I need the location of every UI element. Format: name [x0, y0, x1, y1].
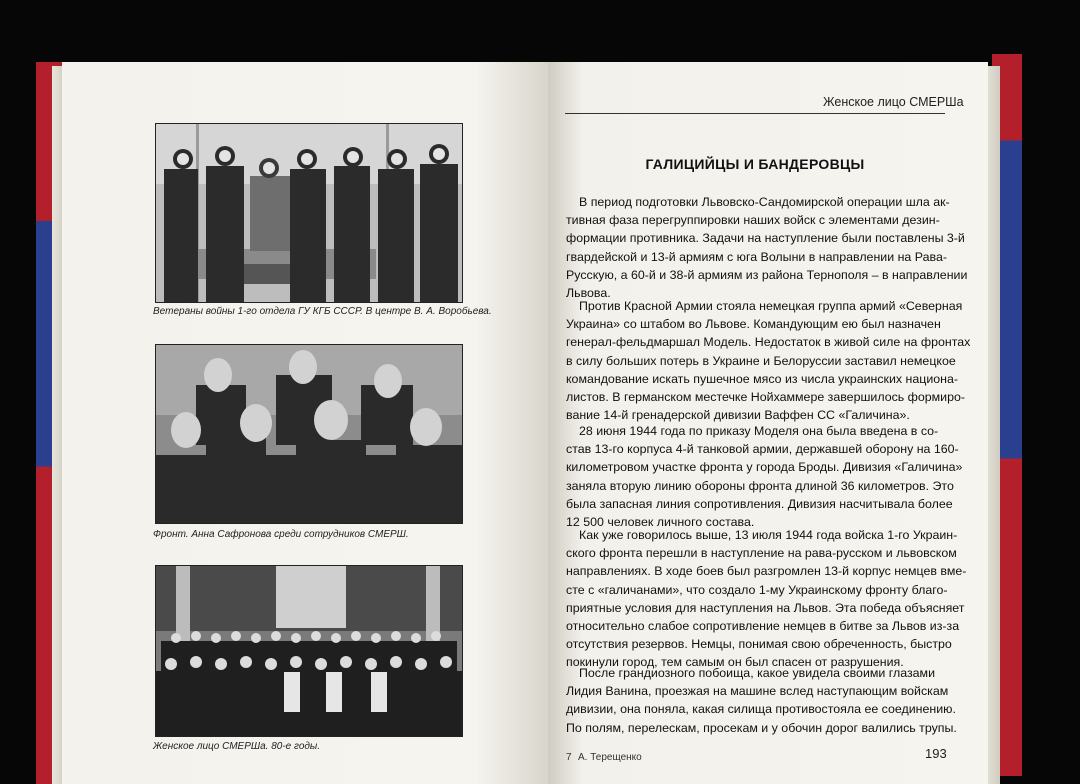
photo-smersh-80s [155, 565, 463, 737]
paragraph-2 [566, 297, 971, 424]
text-line: дивизии, она поняла, какая силища противостояла ее соединению. [566, 702, 956, 717]
paragraph-4 [566, 526, 967, 672]
text-line: заняла вторую линию обороны фронта длиной 36 километров. Это [566, 478, 954, 493]
text-line: гвардейской и 13-й армиям с юга Волыни в направлении на Рава- [566, 249, 947, 264]
text-line: вание 14-й гренадерской дивизии Ваффен СС «Галичина». [566, 408, 910, 423]
text-line: относительно слабое сопротивление немцев в битве за Львов из-за [566, 619, 960, 634]
running-head: Женское лицо СМЕРШа [823, 95, 964, 109]
text-line: Русскую, а 60-й и 38-й армиям из района Тернополя – в направлении [566, 267, 968, 282]
footer-author: А. Терещенко [578, 752, 642, 763]
text-line: отсутствия резервов. Немцы, понимая свою обреченность, быстро [566, 637, 952, 652]
text-line: тивная фаза перегруппировки наших войск с элементами дезин- [566, 213, 940, 228]
chapter-title: ГАЛИЦИЙЦЫ И БАНДЕРОВЦЫ [645, 156, 865, 172]
caption-photo-1: Ветераны войны 1-го отдела ГУ КГБ СССР. В центре В. А. Воробьева. [153, 306, 492, 317]
text-line: покинули город, тем самым он был спасен от разрушения. [566, 655, 904, 670]
text-line: формации противника. Задачи на наступление были поставлены 3-й [566, 231, 965, 246]
text-line: 12 500 человек личного состава. [566, 515, 755, 530]
paragraph-1 [566, 193, 968, 302]
text-line: сте с «галичанами», что создало 1-му Украинскому фронту благо- [566, 582, 948, 597]
caption-photo-2: Фронт. Анна Сафронова среди сотрудников СМЕРШ. [153, 529, 409, 540]
paragraph-3 [566, 422, 963, 531]
photo-veterans [155, 123, 463, 303]
text-line: По полям, перелескам, просекам и у обочин дорог валились трупы. [566, 720, 957, 735]
text-line: листов. В германском местечке Нойхаммере завершилось формиро- [566, 390, 966, 405]
page-number: 193 [925, 746, 947, 761]
text-line: командование искать пушечное мясо из числа украинских национа- [566, 371, 959, 386]
text-line: приятные условия для наступления на Львов. Эта победа объясняет [566, 600, 965, 615]
text-line: была запасная линия сопротивления. Дивизия насчитывала более [566, 496, 953, 511]
caption-photo-3: Женское лицо СМЕРШа. 80-е годы. [153, 741, 321, 752]
text-line: ского фронта перешли в наступление на рава-русском и львовском [566, 546, 957, 561]
text-line: Против Красной Армии стояла немецкая группа армий «Северная [579, 299, 963, 313]
text-line: направлениях. В ходе боев был разгромлен 13-й корпус немцев вме- [566, 564, 967, 579]
footer-signature-number: 7 [566, 752, 572, 763]
text-line: генерал-фельдмаршал Модель. Недостаток в живой силе на фронтах [566, 335, 971, 350]
header-rule [565, 113, 945, 114]
text-line: в силу больших потерь в Украине и Белоруссии заставил немецкое [566, 353, 956, 368]
photo-front-group [155, 344, 463, 524]
text-line: Лидия Ванина, проезжая на машине вслед наступающим войскам [566, 684, 949, 699]
paragraph-5 [566, 664, 957, 737]
text-line: После грандиозного побоища, какое увидела своими глазами [579, 666, 935, 680]
text-line: 28 июня 1944 года по приказу Моделя она была введена в со- [579, 424, 939, 438]
text-line: став 13-го корпуса 4-й танковой армии, державшей оборону на 160- [566, 442, 959, 457]
text-line: Как уже говорилось выше, 13 июля 1944 года войска 1-го Украин- [579, 528, 958, 542]
text-line: Львова. [566, 286, 611, 301]
text-line: километровом участке фронта у города Броды. Дивизия «Галичина» [566, 460, 963, 475]
text-line: Украина» со штабом во Львове. Командующим ею был назначен [566, 317, 941, 332]
text-line: В период подготовки Львовско-Сандомирской операции шла ак- [579, 195, 950, 209]
